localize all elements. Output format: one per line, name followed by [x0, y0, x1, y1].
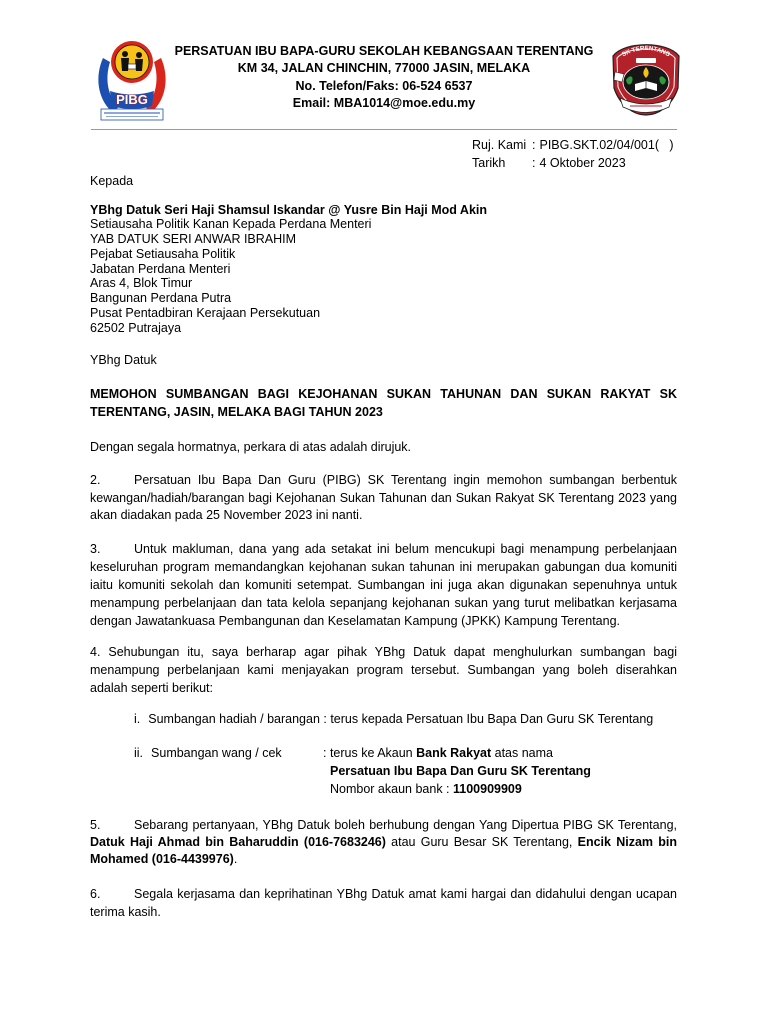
reference-separator: :: [532, 138, 536, 152]
bank-name: Bank Rakyat: [416, 745, 492, 760]
date-row: [472, 154, 677, 172]
chairman-contact: Datuk Haji Ahmad bin Baharuddin (016-7683246): [90, 835, 386, 850]
paragraph-number: 2.: [90, 473, 101, 487]
flag-icon: [614, 72, 624, 82]
detail-suffix: atas nama: [491, 745, 553, 760]
recipient-heading: Kepada: [90, 174, 134, 188]
detail-prefix: : terus ke Akaun: [323, 745, 417, 760]
paragraph-text: Untuk makluman, dana yang ada setakat ini belum mencukupi bagi menampung perbelanjaan keseluruhan program memandangkan kejohanan sukan tahunan ini merupakan gabungan dua komuniti iaitu komuniti sekolah dan komuniti setempat. Sumbangan ini juga akan digunakan sepenuhnya untuk menampung perbelanjaan dan tata kelola sepanjang kejohanan sukan yang turut melibatkan kerjasama dengan Jawatankuasa Pembangunan dan Keselamatan Kampung (JPKK) Kampung Terentang.: [90, 541, 677, 628]
recipient-address-line: 62502 Putrajaya: [90, 320, 182, 335]
reference-block: [472, 136, 677, 172]
paragraph-5: [90, 817, 677, 868]
recipient-block: [90, 203, 677, 336]
letter-body: [90, 136, 677, 921]
reference-label: Ruj. Kami: [472, 138, 527, 152]
header-divider: [91, 129, 677, 130]
organization-name: PERSATUAN IBU BAPA-GURU SEKOLAH KEBANGSAAN TERENTANG: [174, 44, 594, 58]
school-crest: [610, 38, 682, 118]
recipient-name: YBhg Datuk Seri Haji Shamsul Iskandar @ Yusre Bin Haji Mod Akin: [90, 202, 488, 217]
opening-sentence: Dengan segala hormatnya, perkara di atas adalah dirujuk.: [90, 439, 412, 454]
paragraph-text: Segala kerjasama dan keprihatinan YBhg Datuk amat kami hargai dan didahului dengan ucapan terima kasih.: [90, 886, 677, 919]
paragraph-text: Sebarang pertanyaan, YBhg Datuk boleh berhubung dengan Yang Dipertua PIBG SK Terentang,: [134, 818, 677, 833]
paragraph-text: atau Guru Besar SK Terentang,: [385, 835, 578, 850]
paragraph-number: 4.: [90, 644, 101, 659]
organization-phone: No. Telefon/Faks: 06-524 6537: [295, 78, 473, 93]
recipient-address-line: YAB DATUK SERI ANWAR IBRAHIM: [90, 232, 297, 247]
reference-number: PIBG.SKT.02/04/001( ): [539, 138, 674, 152]
pibg-logo-lettering: PIBG: [116, 92, 148, 107]
subject-line: MEMOHON SUMBANGAN BAGI KEJOHANAN SUKAN TAHUNAN DAN SUKAN RAKYAT SK TERENTANG, JASIN, MELAKA BAGI TAHUN 2023: [90, 387, 677, 419]
paragraph-text: Persatuan Ibu Bapa Dan Guru (PIBG) SK Terentang ingin memohon sumbangan berbentuk kewangan/hadiah/barangan bagi Kejohanan Sukan Tahunan dan Sukan Rakyat SK Terentang 2023 yang akan diadakan pada 25 November 2023 ini nanti.: [90, 473, 677, 522]
paragraph-text: .: [233, 852, 238, 867]
greeting: YBhg Datuk: [90, 352, 157, 367]
list-item-label: Sumbangan wang / cek: [151, 745, 282, 760]
reference-number-row: [472, 136, 677, 154]
paragraph-2: [90, 472, 677, 525]
list-item: [90, 744, 677, 798]
paragraph-4: [90, 643, 677, 697]
organization-address: KM 34, JALAN CHINCHIN, 77000 JASIN, MELAKA: [237, 61, 531, 76]
paragraph-number: 3.: [90, 541, 101, 556]
paragraph-number: 5.: [90, 818, 101, 833]
date-separator: :: [532, 156, 536, 170]
letter-date: 4 Oktober 2023: [539, 156, 626, 170]
list-item-text: Sumbangan hadiah / barangan : terus kepada Persatuan Ibu Bapa Dan Guru SK Terentang: [148, 711, 654, 726]
payment-detail-line: [323, 744, 591, 762]
account-number-line: [323, 780, 591, 798]
account-number-label: Nombor akaun bank :: [330, 781, 453, 796]
payment-details: [323, 744, 591, 798]
date-label: Tarikh: [472, 156, 506, 170]
letterhead: [134, 43, 634, 112]
paragraph-3: [90, 540, 677, 630]
recipient-address-line: Pusat Pentadbiran Kerajaan Persekutuan: [90, 305, 321, 320]
paragraph-6: [90, 885, 677, 921]
logo-figure-head: [122, 51, 128, 57]
list-item: [90, 710, 677, 728]
recipient-address-line: Bangunan Perdana Putra: [90, 291, 232, 306]
paragraph-text: Sehubungan itu, saya berharap agar pihak YBhg Datuk dapat menghulurkan sumbangan bagi menampung perbelanjaan kami menjayakan program tersebut. Sumbangan yang boleh diserahkan adalah seperti berikut:: [90, 644, 677, 695]
account-name: Persatuan Ibu Bapa Dan Guru SK Terentang: [330, 763, 591, 778]
list-marker: i.: [134, 711, 141, 726]
recipient-address-line: Aras 4, Blok Timur: [90, 276, 193, 291]
crest-label-plate: [636, 58, 656, 63]
crest-lettering: SK TERENTANG: [620, 44, 672, 59]
recipient-address-line: Pejabat Setiausaha Politik: [90, 246, 236, 261]
contribution-list: [90, 710, 677, 798]
recipient-address-line: Jabatan Perdana Menteri: [90, 261, 231, 276]
list-marker: ii.: [134, 745, 144, 760]
account-number: 1100909909: [453, 781, 522, 796]
organization-email: Email: MBA1014@moe.edu.my: [292, 95, 476, 110]
paragraph-number: 6.: [90, 886, 101, 901]
headmaster-contact: Encik Nizam bin Mohamed (016-4439976): [90, 835, 677, 867]
recipient-address-line: Setiausaha Politik Kanan Kepada Perdana Menteri: [90, 217, 372, 232]
